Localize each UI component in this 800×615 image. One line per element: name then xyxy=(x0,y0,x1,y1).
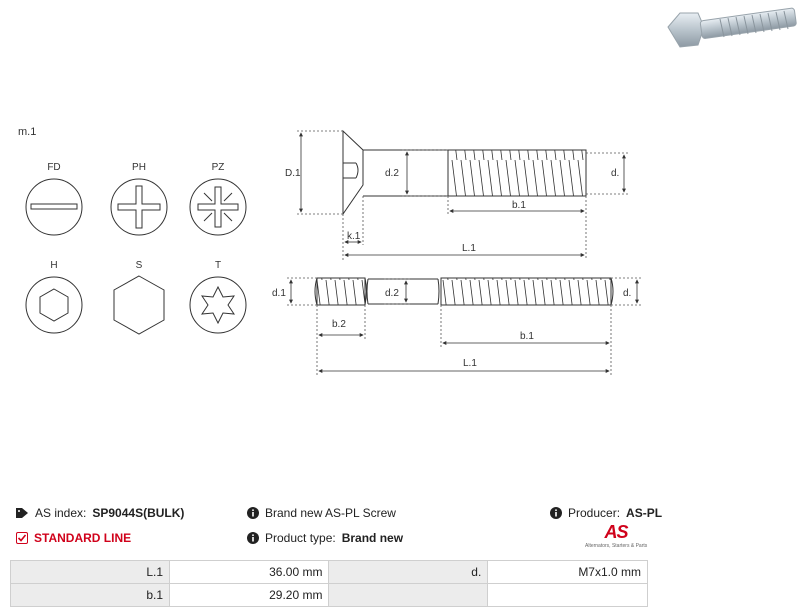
dim-d2-bottom: d.2 xyxy=(385,288,399,299)
tags-icon xyxy=(16,507,29,519)
table-row xyxy=(11,584,648,607)
dim-b1-bottom: b.1 xyxy=(520,331,534,342)
as-index-row xyxy=(16,506,184,520)
product-description: Brand new AS-PL Screw xyxy=(265,506,396,520)
info-icon xyxy=(550,507,562,519)
as-index-label: AS index: xyxy=(35,506,87,520)
torx-head-icon xyxy=(190,277,246,333)
product-type-value: Brand new xyxy=(341,531,404,545)
table-row xyxy=(11,561,648,584)
standard-line-label: STANDARD LINE xyxy=(34,531,132,545)
dim-d-top: d. xyxy=(611,168,620,179)
stud-drawing xyxy=(315,278,613,305)
head-label-ph: PH xyxy=(132,162,146,173)
spec-value xyxy=(488,584,648,607)
spec-value: 29.20 mm xyxy=(170,584,329,607)
info-icon xyxy=(247,532,259,544)
countersunk-screw-drawing xyxy=(343,131,586,214)
dim-b2: b.2 xyxy=(332,319,346,330)
producer-value: AS-PL xyxy=(626,506,663,520)
dim-k1: k.1 xyxy=(347,231,361,242)
dim-L1-bottom: L.1 xyxy=(463,358,477,369)
product-type-row xyxy=(247,531,403,545)
spec-label: L.1 xyxy=(11,561,170,584)
dim-D1: D.1 xyxy=(285,168,301,179)
pozidriv-head-icon xyxy=(190,179,246,235)
spec-value: 36.00 mm xyxy=(170,561,329,584)
brand-logo xyxy=(585,522,647,552)
spec-table xyxy=(10,560,648,607)
product-type-label: Product type: xyxy=(265,531,336,545)
spec-label: b.1 xyxy=(11,584,170,607)
head-label-s: S xyxy=(135,260,143,271)
dim-d1-bottom: d.1 xyxy=(272,288,286,299)
as-index-value: SP9044S(BULK) xyxy=(92,506,185,520)
spec-label xyxy=(329,584,488,607)
head-label-fd: FD xyxy=(47,162,61,173)
head-types-label: m.1 xyxy=(18,126,37,138)
spec-value: M7x1.0 mm xyxy=(488,561,648,584)
checkbox-checked-icon xyxy=(16,532,28,544)
spec-label: d. xyxy=(329,561,488,584)
producer-label: Producer: xyxy=(568,506,621,520)
slotted-head-icon xyxy=(26,179,82,235)
head-label-h: H xyxy=(50,260,58,271)
logo-tagline: Alternators, Starters & Parts xyxy=(585,543,648,549)
producer-row xyxy=(550,506,662,520)
dim-b1-top: b.1 xyxy=(512,200,526,211)
logo-mark: AS xyxy=(604,522,628,542)
head-label-pz: PZ xyxy=(211,162,225,173)
dim-d2-top: d.2 xyxy=(385,168,399,179)
phillips-head-icon xyxy=(111,179,167,235)
hex-head-icon xyxy=(114,276,164,334)
dim-L1-top: L.1 xyxy=(462,243,476,254)
hex-socket-head-icon xyxy=(26,277,82,333)
standard-line-row xyxy=(16,531,131,545)
info-icon xyxy=(247,507,259,519)
description-row xyxy=(247,506,396,520)
head-label-t: T xyxy=(214,260,222,271)
dim-d-bottom: d. xyxy=(623,288,632,299)
